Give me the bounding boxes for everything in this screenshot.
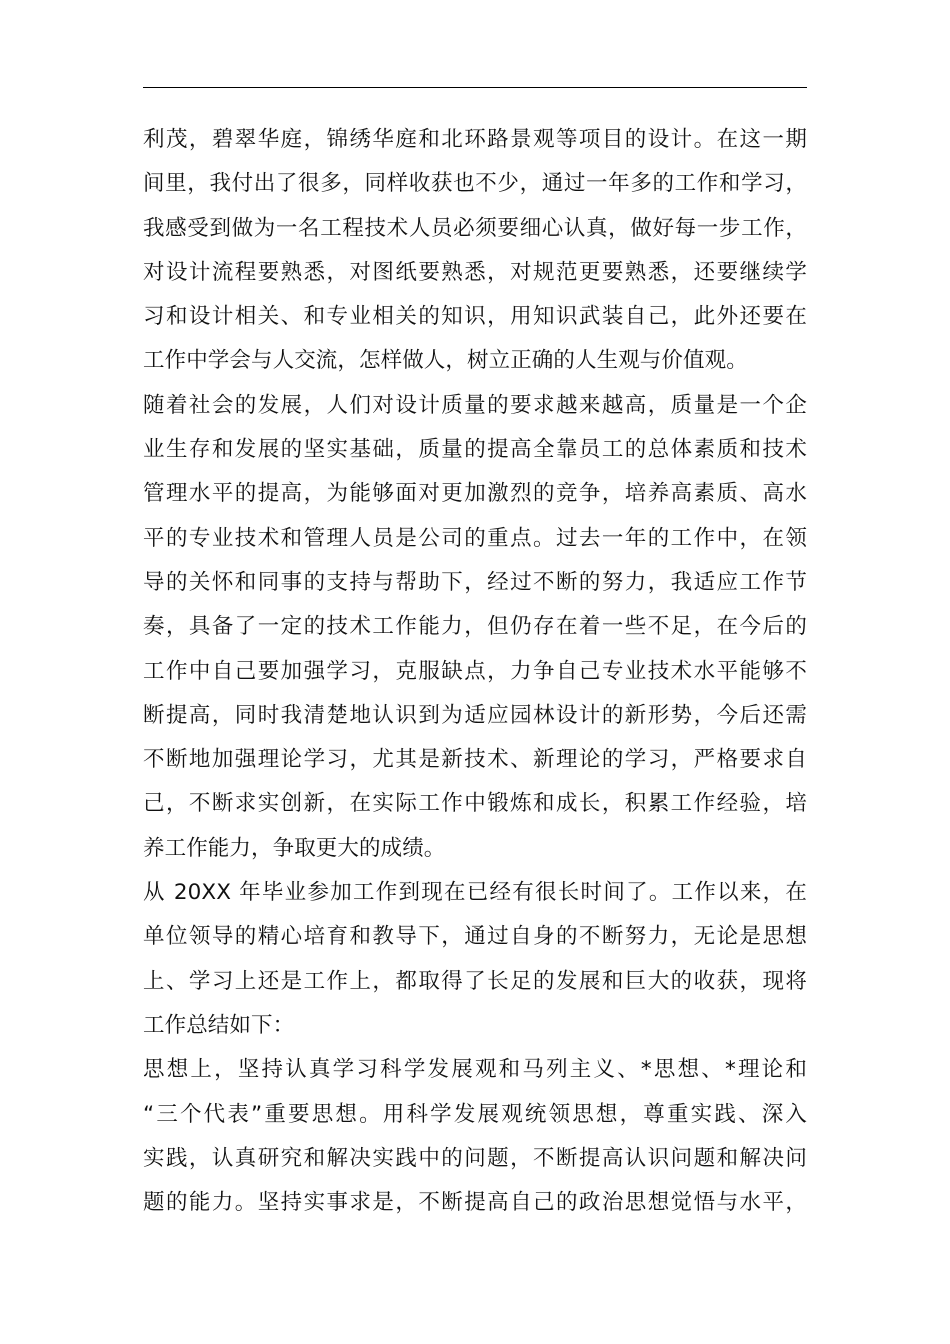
text-line: 单位领导的精心培育和教导下，通过自身的不断努力，无论是思想: [143, 924, 807, 950]
text-line: 实践，认真研究和解决实践中的问题，不断提高认识问题和解决问: [143, 1145, 807, 1171]
text-line: 习和设计相关、和专业相关的知识，用知识武装自己，此外还要在: [143, 304, 807, 330]
text-line: 养工作能力，争取更大的成绩。: [143, 835, 446, 861]
text-line: 工作中自己要加强学习，克服缺点，力争自己专业技术水平能够不: [143, 658, 807, 684]
text-line: 奏，具备了一定的技术工作能力，但仍存在着一些不足，在今后的: [143, 614, 807, 640]
text-line: 随着社会的发展，人们对设计质量的要求越来越高，质量是一个企: [143, 392, 807, 418]
text-line: 间里，我付出了很多，同样收获也不少，通过一年多的工作和学习，: [143, 171, 807, 197]
text-line: 工作总结如下：: [143, 1012, 295, 1038]
text-line: 平的专业技术和管理人员是公司的重点。过去一年的工作中，在领: [143, 525, 807, 551]
text-line: 工作中学会与人交流，怎样做人，树立正确的人生观与价值观。: [143, 348, 748, 374]
text-line: 思想上，坚持认真学习科学发展观和马列主义、*思想、*理论和: [143, 1057, 807, 1083]
text-line: 对设计流程要熟悉，对图纸要熟悉，对规范更要熟悉，还要继续学: [143, 259, 807, 285]
text-line: 从 20XX 年毕业参加工作到现在已经有很长时间了。工作以来，在: [143, 880, 807, 906]
text-line: “三个代表”重要思想。用科学发展观统领思想，尊重实践、深入: [143, 1101, 807, 1127]
text-line: 上、学习上还是工作上，都取得了长足的发展和巨大的收获，现将: [143, 968, 807, 994]
text-line: 题的能力。坚持实事求是，不断提高自己的政治思想觉悟与水平，: [143, 1190, 807, 1216]
text-line: 不断地加强理论学习，尤其是新技术、新理论的学习，严格要求自: [143, 747, 807, 773]
text-line: 利茂，碧翠华庭，锦绣华庭和北环路景观等项目的设计。在这一期: [143, 127, 807, 152]
text-line: 己，不断求实创新，在实际工作中锻炼和成长，积累工作经验，培: [143, 791, 807, 817]
text-line: 断提高，同时我清楚地认识到为适应园林设计的新形势，今后还需: [143, 702, 807, 728]
text-line: 管理水平的提高，为能够面对更加激烈的竞争，培养高素质、高水: [143, 481, 807, 507]
body-text: [143, 118, 807, 1225]
text-line: 导的关怀和同事的支持与帮助下，经过不断的努力，我适应工作节: [143, 569, 807, 595]
text-line: 我感受到做为一名工程技术人员必须要细心认真，做好每一步工作，: [143, 215, 807, 241]
text-line: 业生存和发展的坚实基础，质量的提高全靠员工的总体素质和技术: [143, 437, 807, 463]
header-rule: [143, 87, 807, 88]
